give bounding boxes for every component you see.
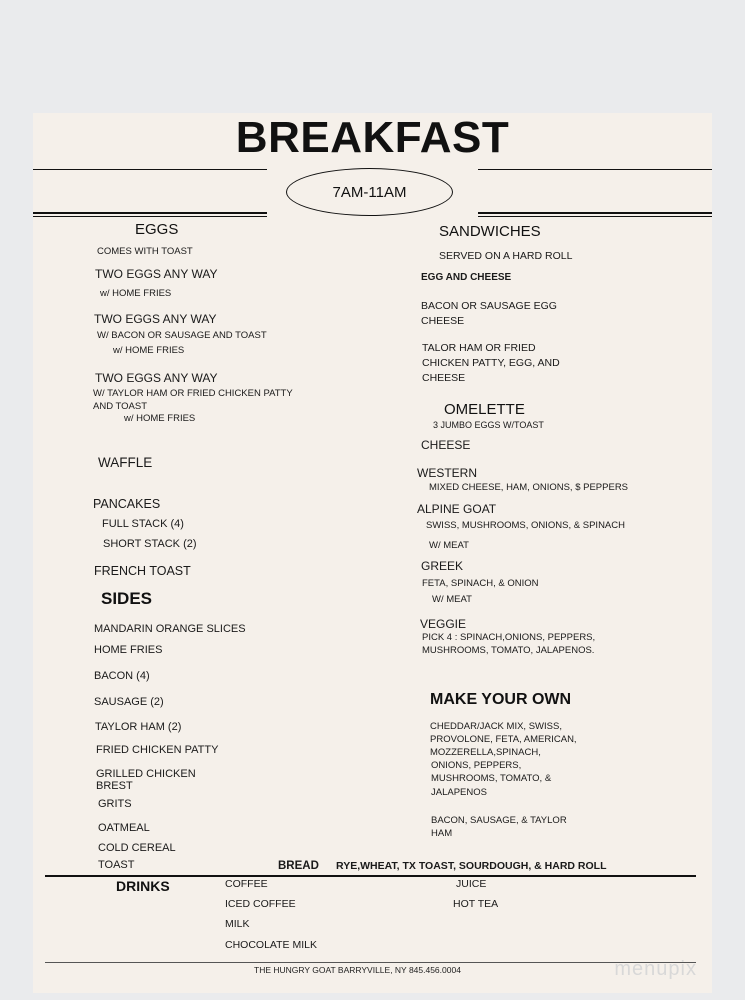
watermark-logo: menupix <box>614 958 697 980</box>
drink-juice: JUICE <box>456 878 487 890</box>
eggs-item2-sub2: w/ HOME FRIES <box>113 345 185 356</box>
omelette-veggie: VEGGIE <box>420 617 467 631</box>
eggs-item2: TWO EGGS ANY WAY <box>94 312 217 326</box>
sandwich-item1: EGG AND CHEESE <box>421 272 512 283</box>
make-your-own-line: PROVOLONE, FETA, AMERICAN, <box>430 734 577 745</box>
omelette-alpine-meat: W/ MEAT <box>429 540 469 551</box>
sandwich-item3-line3: CHEESE <box>422 372 466 384</box>
make-your-own-line: CHEDDAR/JACK MIX, SWISS, <box>430 721 562 732</box>
omelette-note: 3 JUMBO EGGS W/TOAST <box>433 420 544 430</box>
side-item: SAUSAGE (2) <box>94 696 164 708</box>
side-item: GRILLED CHICKEN <box>96 768 196 780</box>
omelette-greek-meat: W/ MEAT <box>432 594 472 605</box>
omelette-veggie-sub1: PICK 4 : SPINACH,ONIONS, PEPPERS, <box>422 632 596 643</box>
header-rule-left-bottom <box>33 212 267 214</box>
side-item: BREST <box>96 780 133 792</box>
side-item: FRIED CHICKEN PATTY <box>96 744 219 756</box>
footer-divider <box>45 962 696 963</box>
make-your-own-line: JALAPENOS <box>431 787 487 798</box>
header-rule-right-bottom <box>478 212 712 214</box>
make-your-own-line: MUSHROOMS, TOMATO, & <box>431 773 552 784</box>
eggs-item3: TWO EGGS ANY WAY <box>95 371 218 385</box>
drink-chocolate-milk: CHOCOLATE MILK <box>225 939 317 951</box>
eggs-heading: EGGS <box>135 221 179 238</box>
omelette-heading: OMELETTE <box>444 401 525 418</box>
eggs-item1: TWO EGGS ANY WAY <box>95 267 218 281</box>
hours-badge <box>286 168 453 216</box>
drink-iced-coffee: ICED COFFEE <box>225 898 296 910</box>
eggs-item3-sub3: w/ HOME FRIES <box>124 413 196 424</box>
side-item: GRITS <box>98 798 132 810</box>
pancakes-short: SHORT STACK (2) <box>103 538 197 550</box>
hours-text: 7AM-11AM <box>332 183 407 201</box>
sandwiches-note: SERVED ON A HARD ROLL <box>439 250 573 262</box>
drinks-heading: DRINKS <box>116 878 170 894</box>
eggs-item3-sub2: AND TOAST <box>93 401 148 412</box>
bread-options: RYE,WHEAT, TX TOAST, SOURDOUGH, & HARD ROLL <box>336 860 607 872</box>
header-rule-right-top <box>478 169 712 170</box>
omelette-alpine: ALPINE GOAT <box>417 502 497 516</box>
sandwich-item2-line1: BACON OR SAUSAGE EGG <box>421 300 557 312</box>
side-item: COLD CEREAL <box>98 842 176 854</box>
make-your-own-meat-line2: HAM <box>431 828 453 839</box>
eggs-note: COMES WITH TOAST <box>97 246 193 257</box>
make-your-own-meat-line1: BACON, SAUSAGE, & TAYLOR <box>431 815 567 826</box>
side-item: OATMEAL <box>98 822 150 834</box>
sandwich-item3-line1: TALOR HAM OR FRIED <box>422 342 536 354</box>
waffle-item: WAFFLE <box>98 455 153 470</box>
drink-milk: MILK <box>225 918 250 930</box>
side-item: TOAST <box>98 859 135 871</box>
header-rule-right-bottom2 <box>478 216 712 217</box>
footer-text: THE HUNGRY GOAT BARRYVILLE, NY 845.456.0004 <box>254 965 461 975</box>
eggs-item2-sub1: W/ BACON OR SAUSAGE AND TOAST <box>97 330 267 341</box>
omelette-alpine-sub: SWISS, MUSHROOMS, ONIONS, & SPINACH <box>426 520 625 531</box>
omelette-western-sub: MIXED CHEESE, HAM, ONIONS, $ PEPPERS <box>429 482 629 493</box>
side-item: BACON (4) <box>94 670 150 682</box>
menu-title: BREAKFAST <box>235 113 510 162</box>
omelette-veggie-sub2: MUSHROOMS, TOMATO, JALAPENOS. <box>422 645 595 656</box>
eggs-item3-sub1: W/ TAYLOR HAM OR FRIED CHICKEN PATTY <box>93 388 293 399</box>
make-your-own-line: MOZZERELLA,SPINACH, <box>430 747 541 758</box>
french-toast-item: FRENCH TOAST <box>94 564 191 578</box>
header-rule-left-bottom2 <box>33 216 267 217</box>
pancakes-heading: PANCAKES <box>93 497 161 511</box>
bread-label: BREAD <box>278 860 319 872</box>
eggs-item1-sub: w/ HOME FRIES <box>100 288 172 299</box>
sandwich-item2-line2: CHEESE <box>421 315 465 327</box>
make-your-own-heading: MAKE YOUR OWN <box>430 691 572 708</box>
omelette-greek: GREEK <box>421 559 464 573</box>
pancakes-full: FULL STACK (4) <box>102 518 184 530</box>
drinks-divider-top <box>45 875 696 877</box>
drink-coffee: COFFEE <box>225 878 268 890</box>
drink-hot-tea: HOT TEA <box>453 898 499 910</box>
omelette-western: WESTERN <box>417 466 477 480</box>
header-rule-left-top <box>33 169 267 170</box>
side-item: MANDARIN ORANGE SLICES <box>94 623 246 635</box>
omelette-greek-sub: FETA, SPINACH, & ONION <box>422 578 539 589</box>
side-item: TAYLOR HAM (2) <box>95 721 182 733</box>
sandwich-item3-line2: CHICKEN PATTY, EGG, AND <box>422 357 560 369</box>
make-your-own-line: ONIONS, PEPPERS, <box>431 760 522 771</box>
sandwiches-heading: SANDWICHES <box>439 223 541 240</box>
side-item: HOME FRIES <box>94 644 163 656</box>
omelette-cheese: CHEESE <box>421 438 471 452</box>
sides-heading: SIDES <box>101 589 153 608</box>
